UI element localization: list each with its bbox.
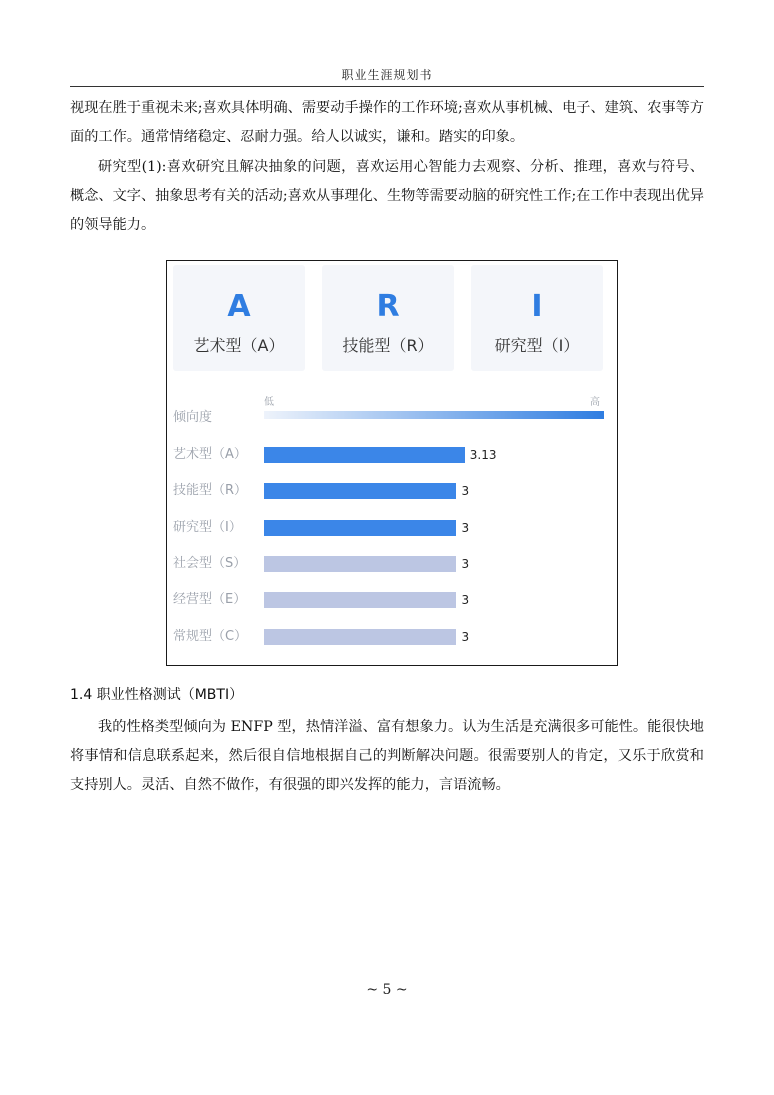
bar	[264, 629, 456, 645]
paragraph-investigative: 研究型(1):喜欢研究且解决抽象的问题，喜欢运用心智能力去观察、分析、推理，喜欢与符号、概念、文字、抽象思考有关的活动;喜欢从事理化、生物等需要动脑的研究性工作;在工作中表现出优异的领导能力。	[70, 159, 704, 233]
paragraph-realistic-continued: 视现在胜于重视未来;喜欢具体明确、需要动手操作的工作环境;喜欢从事机械、电子、建筑、农事等方面的工作。通常情绪稳定、忍耐力强。给人以诚实，谦和。踏实的印象。	[70, 100, 704, 145]
bar-category-label: 常规型（C）	[173, 628, 248, 644]
bar-category-label: 研究型（I）	[173, 519, 242, 535]
card-letter: R	[376, 289, 400, 324]
bar-value-label: 3	[461, 520, 470, 535]
bar-category-label: 艺术型（A）	[173, 447, 247, 462]
type-card-r	[322, 265, 454, 371]
bar-row	[167, 445, 617, 465]
holland-result-figure	[166, 260, 618, 666]
bar-value-label: 3.13	[469, 448, 497, 462]
bar-row	[167, 518, 617, 538]
bar	[264, 483, 456, 499]
bar	[264, 556, 456, 572]
bar-category-label: 技能型（R）	[173, 483, 248, 499]
bar-category-label: 社会型（S）	[173, 555, 247, 571]
card-name: 技能型（R）	[342, 336, 434, 355]
bar-row	[167, 554, 617, 574]
page-number: ~ 5 ~	[366, 982, 408, 998]
type-card-a	[173, 265, 305, 371]
bar-row	[167, 481, 617, 501]
scale-label: 倾向度	[173, 410, 213, 425]
bar	[264, 520, 456, 536]
header-title: 职业生涯规划书	[341, 68, 433, 82]
bar-value-label: 3	[461, 593, 470, 608]
type-card-i	[471, 265, 603, 371]
bar	[264, 447, 465, 463]
section-heading: 1.4 职业性格测试（MBTI）	[70, 687, 244, 703]
card-name: 艺术型（A）	[193, 336, 285, 355]
scale-high-label: 高	[590, 397, 600, 408]
paragraph-mbti: 我的性格类型倾向为 ENFP 型，热情洋溢、富有想象力。认为生活是充满很多可能性。能很快地将事情和信息联系起来，然后很自信地根据自己的判断解决问题。很需要别人的肯定，又乐于欣赏和支持别人。灵活、自然不做作，有很强的即兴发挥的能力，言语流畅。	[70, 719, 704, 793]
bar-row	[167, 627, 617, 647]
bar-value-label: 3	[461, 629, 470, 644]
card-letter: A	[227, 289, 251, 324]
bar-value-label: 3	[461, 556, 470, 571]
bar-value-label: 3	[461, 484, 470, 499]
bar	[264, 592, 456, 608]
card-letter: I	[531, 289, 543, 324]
scale-low-label: 低	[264, 397, 274, 408]
card-name: 研究型（I）	[494, 336, 580, 355]
bar-category-label: 经营型（E）	[173, 592, 247, 608]
bar-row	[167, 590, 617, 610]
header-rule	[70, 86, 704, 87]
scale-gradient-bar	[264, 411, 604, 419]
